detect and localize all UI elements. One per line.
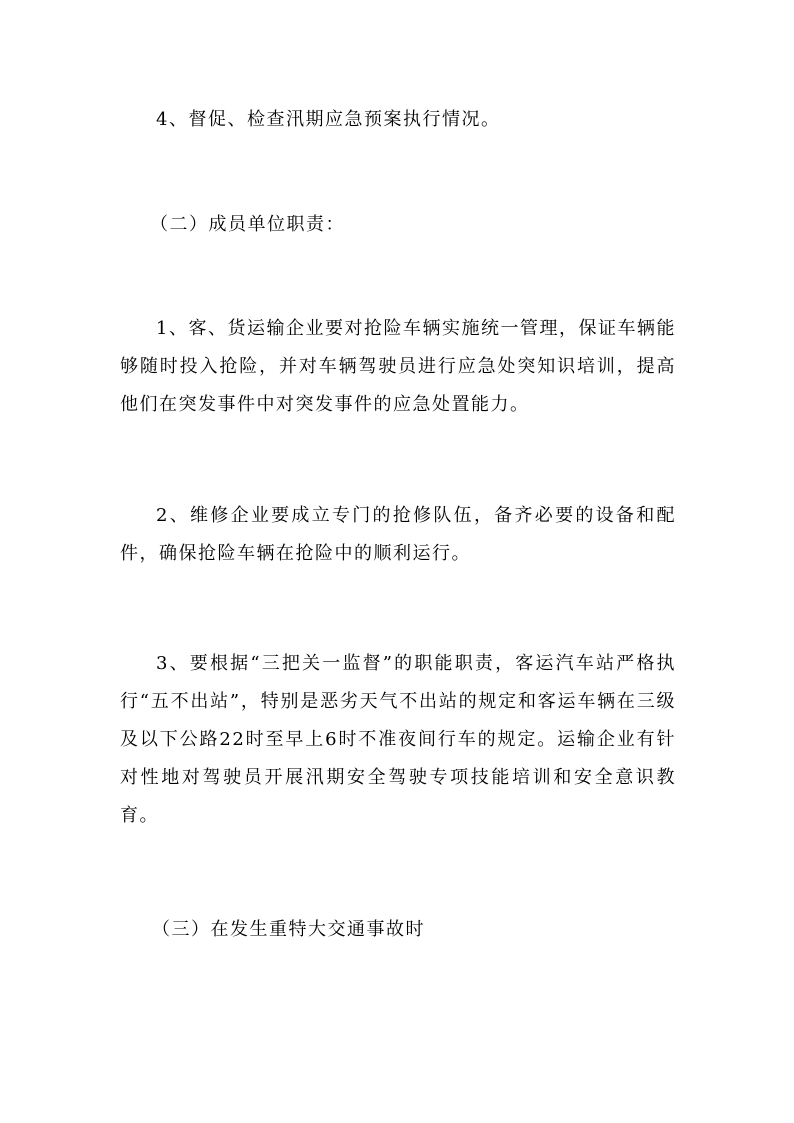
paragraph-emergency-plan-check: 4、督促、检查汛期应急预案执行情况。: [156, 109, 501, 130]
paragraph-repair-enterprises: 2、维修企业要成立专门的抢修队伍，备齐必要的设备和配件，确保抢险车辆在抢险中的顺利运行。: [120, 505, 676, 564]
paragraph-transport-enterprises: 1、客、货运输企业要对抢险车辆实施统一管理，保证车辆能够随时投入抢险，并对车辆驾驶员进行应急处突知识培训，提高他们在突发事件中对突发事件的应急处置能力。: [120, 318, 676, 415]
section-heading-major-accidents: （三）在发生重特大交通事故时: [152, 919, 425, 940]
section-heading-member-duties: （二）成员单位职责：: [150, 214, 345, 235]
paragraph-three-checks-supervision: 3、要根据“三把关一监督”的职能职责，客运汽车站严格执行“五不出站”，特别是恶劣天气不出站的规定和客运车辆在三级及以下公路22时至早上6时不准夜间行车的规定。运输企业有针对性地对驾驶员开展汛期安全驾驶专项技能培训和安全意识教育。: [120, 653, 676, 826]
